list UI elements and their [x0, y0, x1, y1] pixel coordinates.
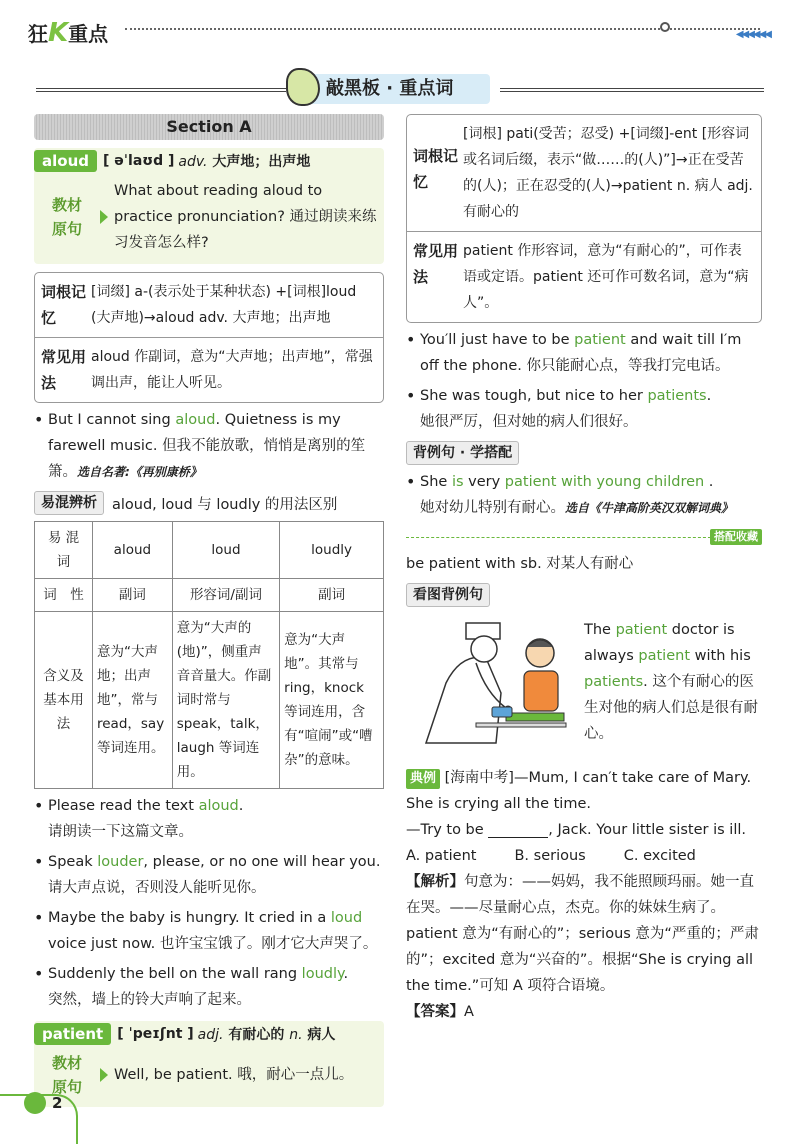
- options: [406, 843, 762, 869]
- picture-sentence: The patient doctor is always patient with his patients. 这个有耐心的医生对他的病人们总是很有耐心。: [584, 622, 758, 742]
- aloud-info-box: [34, 272, 384, 403]
- exam-question: 典例 [海南中考]—Mum, I can′t take care of Mary. She is crying all the time. —Try to be , Jack. Your little sister is ill. A. patient B. serious C. excited 【解析】句意为：——妈妈，我不能照顾玛丽。她一直在哭。——尽量耐心点，杰克。你的妹妹生病了。patient 意为“有耐心的”；serious 意为“严重的；严肃的”；excited 意为“兴奋的”。根据“She is crying all the time.”可知 A 项符合语境。 【答案】A: [406, 765, 762, 1025]
- collect-label: 搭配收藏: [710, 529, 762, 545]
- comparison-table: [34, 521, 384, 789]
- option-c: C. excited: [623, 848, 696, 864]
- entry-aloud: [34, 148, 384, 264]
- root-text: [词根] pati(受苦；忍受) +[词缀]-ent [形容词或名词后缀，表示“做……的(人)”]→正在受苦的(人)；正在忍受的(人)→patient n. 病人 adj. 有耐心的: [463, 126, 753, 220]
- confusion-title: aloud, loud 与 loudly 的用法区别: [112, 496, 338, 513]
- phrase: be patient with sb. 对某人有耐心: [406, 556, 634, 572]
- brand-logo: [28, 18, 108, 48]
- phonetic: [ ˈpeɪʃnt ]: [117, 1026, 194, 1042]
- usage-text: aloud 作副词，意为“大声地；出声地”，常强调出声，能让人听见。: [91, 349, 373, 391]
- collocation-label: 背例句 · 学搭配: [406, 441, 519, 465]
- textbook-sentence: What about reading aloud to practice pronunciation? 通过朗读来练习发音怎么样?: [114, 183, 377, 251]
- table-row: 易 混 词 aloud loud loudly: [35, 522, 384, 579]
- mascot-icon: [286, 68, 320, 106]
- textbook-label: 教材 原句: [51, 196, 82, 238]
- example: • She is very patient with young children . 她对幼儿特别有耐心。选自《牛津高阶英汉双解词典》: [406, 472, 734, 516]
- textbook-sentence: Well, be patient. 哦，耐心一点儿。: [114, 1067, 354, 1083]
- example: • She was tough, but nice to her patients. 她很严厉，但对她的病人们很好。: [406, 386, 712, 430]
- example: • But I cannot sing aloud. Quietness is my farewell music. 但我不能放歌，悄悄是离别的笙箫。选自名著:《再别康桥》: [34, 410, 366, 480]
- word-tag: patient: [34, 1023, 111, 1045]
- option-a: A. patient: [406, 848, 477, 864]
- answer-blank: [488, 822, 548, 838]
- textbook-label: 教材 原句: [51, 1054, 82, 1096]
- collect-divider: [406, 529, 762, 545]
- example: • Please read the text aloud. 请朗读一下这篇文章。: [34, 796, 244, 840]
- root-text: [词缀] a-(表示处于某种状态) +[词根]loud (大声地)→aloud adv. 大声地；出声地: [91, 284, 357, 326]
- right-column: [406, 114, 762, 1025]
- word-tag: aloud: [34, 150, 97, 172]
- page-number: [24, 1092, 62, 1114]
- picture-label: 看图背例句: [406, 583, 490, 607]
- brand-k: K: [48, 18, 69, 48]
- collocation-header: [406, 441, 762, 465]
- patient-info-box: [406, 114, 762, 323]
- brand-char-1: 狂: [28, 22, 48, 46]
- example: • Speak louder, please, or no one will hear you. 请大声点说，否则没人能听见你。: [34, 852, 381, 896]
- picture-example: [406, 613, 762, 753]
- usage-label: 常见用法: [413, 242, 459, 286]
- usage-label: 常见用法: [41, 348, 87, 392]
- page-number-text: 2: [52, 1094, 63, 1112]
- confusion-header: [34, 491, 384, 515]
- banner-title: 敲黑板 · 重点词: [326, 78, 454, 99]
- banner-line-left: [36, 88, 286, 92]
- left-column: [34, 114, 384, 1107]
- section-title: Section A: [34, 114, 384, 140]
- entry-patient: [34, 1021, 384, 1107]
- analysis: 【解析】句意为：——妈妈，我不能照顾玛丽。她一直在哭。——尽量耐心点，杰克。你的妹妹生病了。patient 意为“有耐心的”；serious 意为“严重的；严肃的”；excited 意为“兴奋的”。根据“She is crying all the time.”可知 A 项符合语境。: [406, 874, 759, 994]
- arrow-icon: [100, 210, 108, 224]
- confusion-label: 易混辨析: [34, 491, 104, 515]
- picture-header: [406, 583, 762, 607]
- root-label: 词根记忆: [41, 283, 87, 327]
- table-row: 含义及基本用法 意为“大声地；出声地”，常与 read，say 等词连用。 意为“大声的(地)”，侧重声音音量大。作副词时常与 speak，talk，laugh 等词连用。 意为“大声地”。其常与 ring，knock 等词连用，含有“喧闹”或“嘈杂”的意味。: [35, 612, 384, 789]
- banner: [300, 74, 490, 104]
- brand-char-2: 重点: [68, 22, 109, 46]
- meaning: adv. 大声地；出声地: [178, 154, 311, 170]
- usage-text: patient 作形容词，意为“有耐心的”，可作表语或定语。patient 还可作可数名词，意为“病人”。: [463, 243, 749, 311]
- banner-line-right: [500, 88, 764, 92]
- phonetic: [ əˈlaʊd ]: [103, 153, 175, 169]
- header-circle: [660, 22, 670, 32]
- example: • Suddenly the bell on the wall rang loudly. 突然，墙上的铃大声响了起来。: [34, 964, 349, 1008]
- doctor-illustration: [406, 613, 576, 753]
- table-row: 词 性 副词 形容词/副词 副词: [35, 579, 384, 612]
- example: • Maybe the baby is hungry. It cried in a loud voice just now. 也许宝宝饿了。刚才它大声哭了。: [34, 908, 378, 952]
- arrow-icon: [100, 1068, 108, 1082]
- lightbulb-icon: [24, 1092, 46, 1114]
- root-label: 词根记忆: [413, 147, 459, 191]
- option-b: B. serious: [514, 848, 586, 864]
- example: • You′ll just have to be patient and wait till I′m off the phone. 你只能耐心点，等我打完电话。: [406, 330, 742, 374]
- exam-question-text: [海南中考]—Mum, I can′t take care of Mary. She is crying all the time.: [406, 770, 752, 812]
- answer: 【答案】A: [406, 1004, 474, 1020]
- header-arrows-icon: ◀◀◀◀◀◀: [735, 29, 770, 40]
- exam-tag: 典例: [406, 769, 440, 789]
- meaning: adj. 有耐心的 n. 病人: [197, 1027, 336, 1043]
